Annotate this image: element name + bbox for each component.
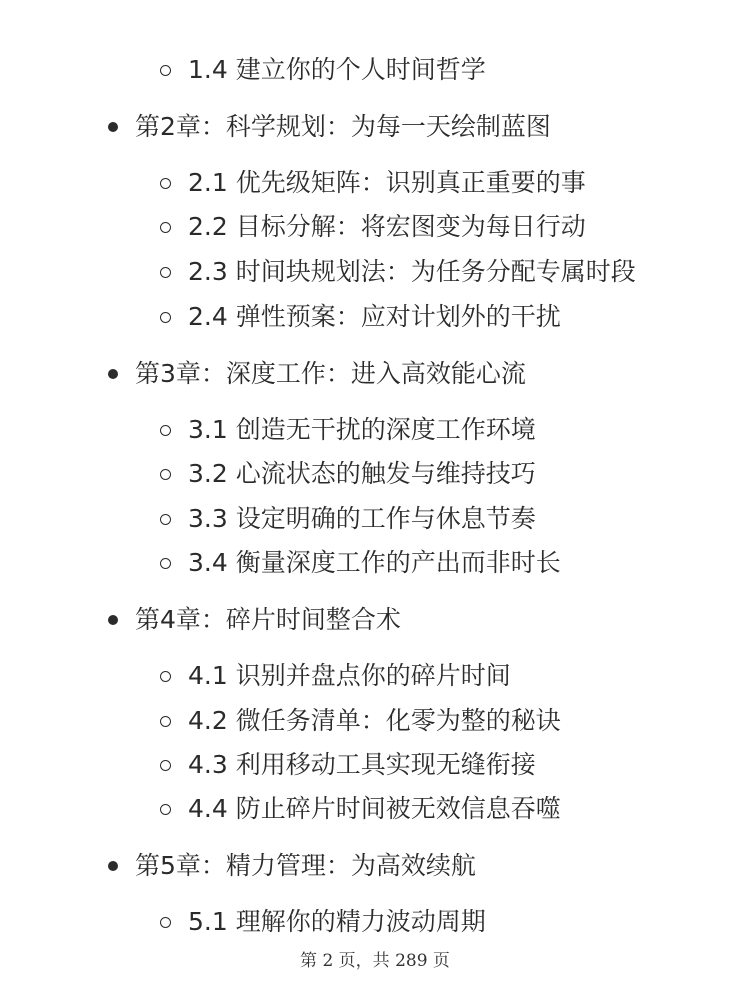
toc-entry-label: 1.4 建立你的个人时间哲学 [188,55,486,84]
toc-section-1-4 [160,50,486,90]
circle-bullet-icon [160,671,171,682]
toc-entry-label: 3.3 设定明确的工作与休息节奏 [188,504,536,533]
toc-section-3-1 [160,410,536,450]
circle-bullet-icon [160,222,171,233]
toc-entry-label: 2.2 目标分解：将宏图变为每日行动 [188,212,586,241]
toc-entry-label: 第2章：科学规划：为每一天绘制蓝图 [135,112,551,141]
toc-section-4-4 [160,789,561,829]
circle-bullet-icon [160,178,171,189]
toc-section-5-1 [160,902,486,942]
circle-bullet-icon [160,267,171,278]
toc-entry-label: 4.4 防止碎片时间被无效信息吞噬 [188,794,561,823]
toc-entry-label: 4.3 利用移动工具实现无缝衔接 [188,750,536,779]
toc-entry-label: 3.1 创造无干扰的深度工作环境 [188,415,536,444]
toc-section-2-1 [160,163,586,203]
disc-bullet-icon [108,369,118,379]
toc-entry-label: 4.2 微任务清单：化零为整的秘诀 [188,706,561,735]
circle-bullet-icon [160,804,171,815]
circle-bullet-icon [160,312,171,323]
circle-bullet-icon [160,917,171,928]
toc-section-4-1 [160,656,511,696]
circle-bullet-icon [160,469,171,480]
disc-bullet-icon [108,615,118,625]
circle-bullet-icon [160,65,171,76]
toc-section-3-3 [160,499,536,539]
toc-section-4-2 [160,701,561,741]
circle-bullet-icon [160,425,171,436]
toc-entry-label: 3.4 衡量深度工作的产出而非时长 [188,548,561,577]
toc-entry-label: 第3章：深度工作：进入高效能心流 [135,359,526,388]
toc-entry-label: 3.2 心流状态的触发与维持技巧 [188,459,536,488]
toc-entry-label: 2.4 弹性预案：应对计划外的干扰 [188,302,561,331]
circle-bullet-icon [160,514,171,525]
toc-section-3-4 [160,543,561,583]
toc-entry-label: 4.1 识别并盘点你的碎片时间 [188,661,511,690]
circle-bullet-icon [160,716,171,727]
disc-bullet-icon [108,122,118,132]
toc-entry-label: 第5章：精力管理：为高效续航 [135,851,476,880]
toc-entry-label: 2.1 优先级矩阵：识别真正重要的事 [188,168,586,197]
toc-section-2-2 [160,207,586,247]
toc-entry-label: 2.3 时间块规划法：为任务分配专属时段 [188,257,636,286]
toc-chapter-5 [108,846,476,886]
circle-bullet-icon [160,558,171,569]
toc-entry-label: 5.1 理解你的精力波动周期 [188,907,486,936]
disc-bullet-icon [108,861,118,871]
toc-section-4-3 [160,745,536,785]
toc-chapter-4 [108,600,401,640]
page-number-footer: 第 2 页，共 289 页 [300,951,450,971]
toc-entry-label: 第4章：碎片时间整合术 [135,605,401,634]
toc-chapter-2 [108,107,551,147]
toc-chapter-3 [108,354,526,394]
toc-section-2-3 [160,252,636,292]
circle-bullet-icon [160,760,171,771]
toc-section-3-2 [160,454,536,494]
toc-section-2-4 [160,297,561,337]
